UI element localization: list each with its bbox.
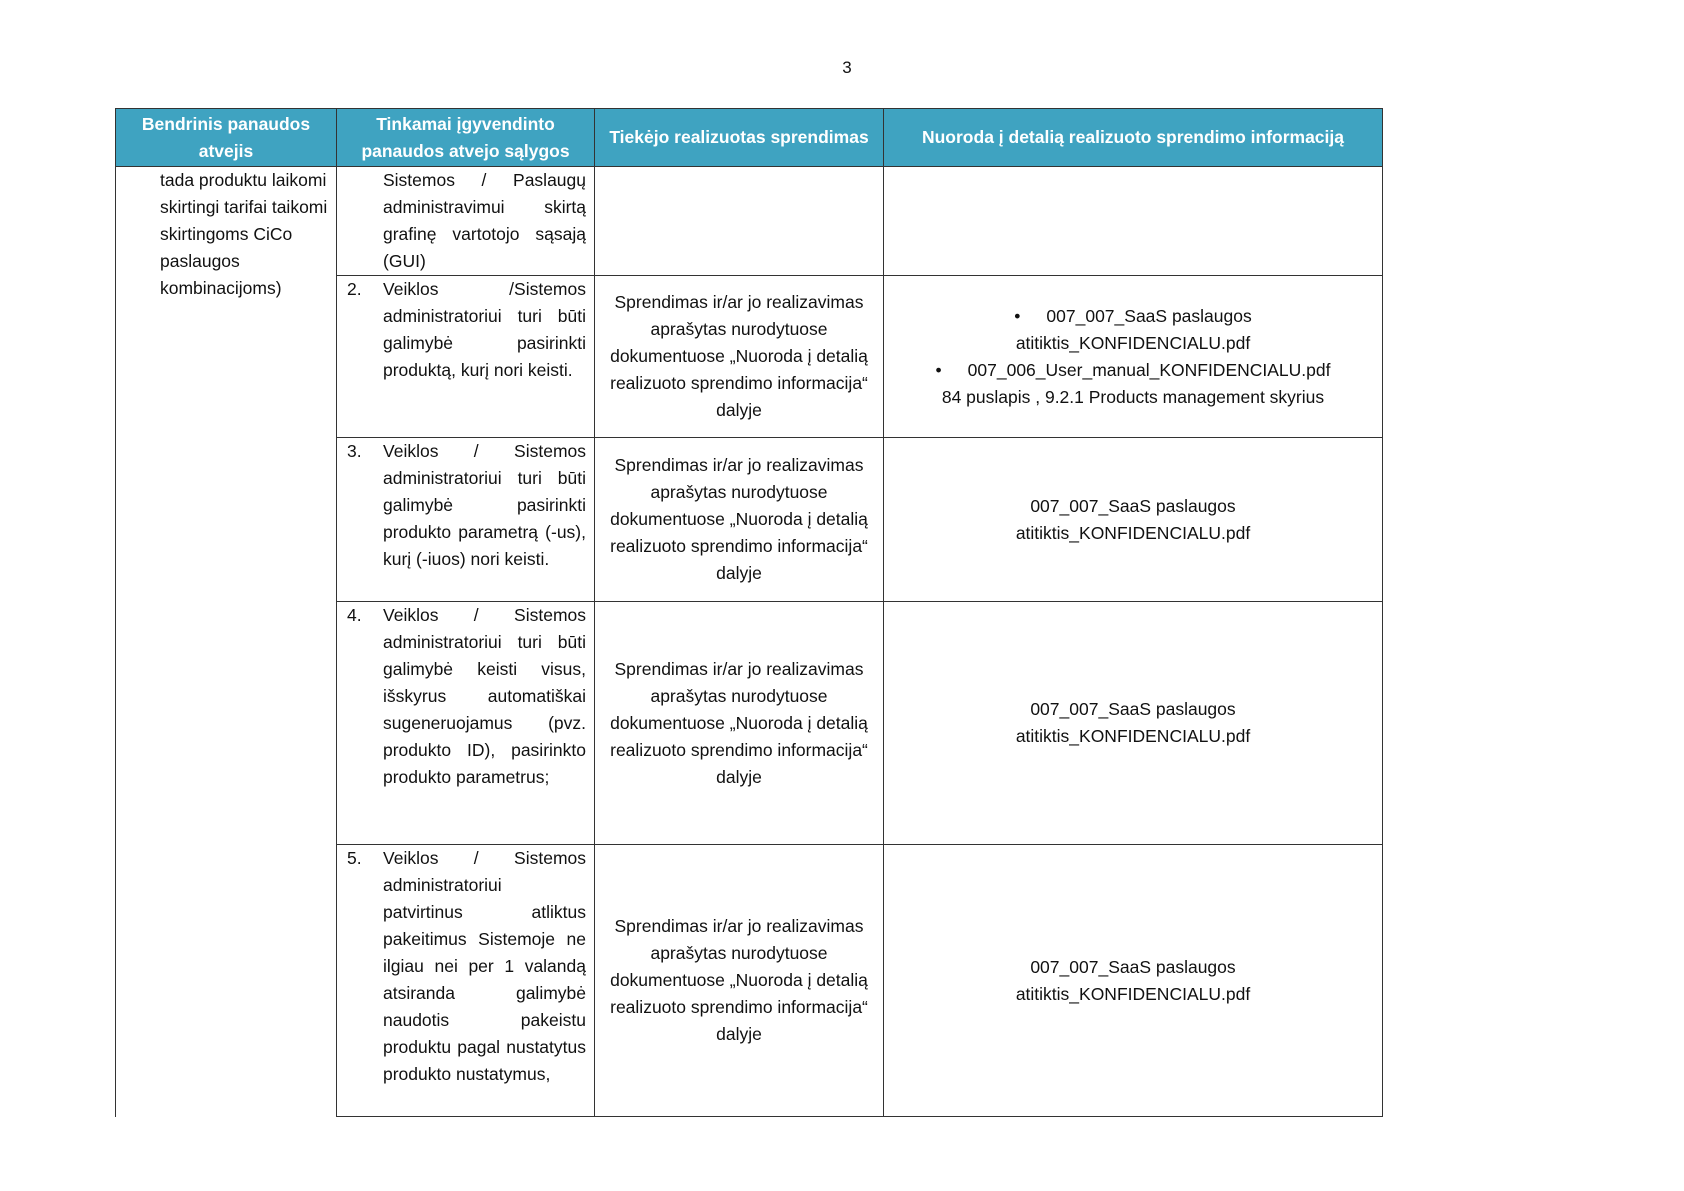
header-conditions: Tinkamai įgyvendinto panaudos atvejo sąlygos [337, 109, 595, 167]
reference-cell [884, 845, 1383, 1117]
general-case-cell: tada produktu laikomi skirtingi tarifai taikomi skirtingoms CiCo paslaugos kombinacijoms) [116, 167, 337, 1117]
reference-cell [884, 438, 1383, 602]
condition-cell [337, 438, 595, 602]
item-number: 3. [347, 441, 362, 461]
header-solution: Tiekėjo realizuotas sprendimas [595, 109, 884, 167]
table-row [116, 167, 1383, 276]
condition-cell [337, 602, 595, 845]
condition-text: Sistemos / Paslaugų administravimui skirtą grafinę vartotojo sąsają (GUI) [383, 170, 586, 271]
reference-link[interactable]: 007_007_SaaS paslaugos atitiktis_KONFIDENCIALU.pdf [1015, 495, 1251, 543]
reference-cell [884, 276, 1383, 438]
condition-cell [337, 276, 595, 438]
solution-cell: Sprendimas ir/ar jo realizavimas aprašytas nurodytuose dokumentuose „Nuoroda į detalią realizuoto sprendimo informacija“ dalyje [595, 438, 884, 602]
solution-cell: Sprendimas ir/ar jo realizavimas aprašytas nurodytuose dokumentuose „Nuoroda į detalią realizuoto sprendimo informacija“ dalyje [595, 845, 884, 1117]
condition-text: Veiklos / Sistemos administratoriui patvirtinus atliktus pakeitimus Sistemoje ne ilgiau nei per 1 valandą atsiranda galimybė naudotis pakeistu produktu pagal nustatytus produkto nustatymus, [383, 848, 586, 1084]
header-general-case: Bendrinis panaudos atvejis [116, 109, 337, 167]
reference-link[interactable]: • 007_007_SaaS paslaugos atitiktis_KONFIDENCIALU.pdf [892, 303, 1374, 357]
item-number: 5. [347, 848, 362, 868]
reference-link[interactable]: 007_007_SaaS paslaugos atitiktis_KONFIDENCIALU.pdf [1015, 699, 1251, 746]
reference-note: 84 puslapis , 9.2.1 Products management skyrius [941, 386, 1325, 407]
condition-cell [337, 167, 595, 276]
reference-link[interactable]: • 007_006_User_manual_KONFIDENCIALU.pdf [892, 357, 1374, 384]
solution-cell [595, 167, 884, 276]
reference-link[interactable]: 007_007_SaaS paslaugos atitiktis_KONFIDENCIALU.pdf [1015, 956, 1251, 1004]
item-number: 2. [347, 279, 362, 299]
requirements-table [115, 108, 1383, 1117]
reference-cell [884, 602, 1383, 845]
condition-text: Veiklos / Sistemos administratoriui turi būti galimybė keisti visus, išskyrus automatiškai sugeneruojamus (pvz. produkto ID), pasirinkto produkto parametrus; [383, 605, 586, 787]
condition-text: Veiklos /Sistemos administratoriui turi būti galimybė pasirinkti produktą, kurį nori keisti. [383, 279, 586, 380]
header-reference: Nuoroda į detalią realizuoto sprendimo informaciją [884, 109, 1383, 167]
page-number: 3 [842, 58, 852, 77]
table-header-row [116, 109, 1383, 167]
solution-cell: Sprendimas ir/ar jo realizavimas aprašytas nurodytuose dokumentuose „Nuoroda į detalią realizuoto sprendimo informacija“ dalyje [595, 276, 884, 438]
condition-cell [337, 845, 595, 1117]
condition-text: Veiklos / Sistemos administratoriui turi būti galimybė pasirinkti produkto parametrą (-us), kurį (-iuos) nori keisti. [383, 441, 586, 569]
reference-cell [884, 167, 1383, 276]
item-number: 4. [347, 605, 362, 625]
solution-cell: Sprendimas ir/ar jo realizavimas aprašytas nurodytuose dokumentuose „Nuoroda į detalią realizuoto sprendimo informacija“ dalyje [595, 602, 884, 845]
